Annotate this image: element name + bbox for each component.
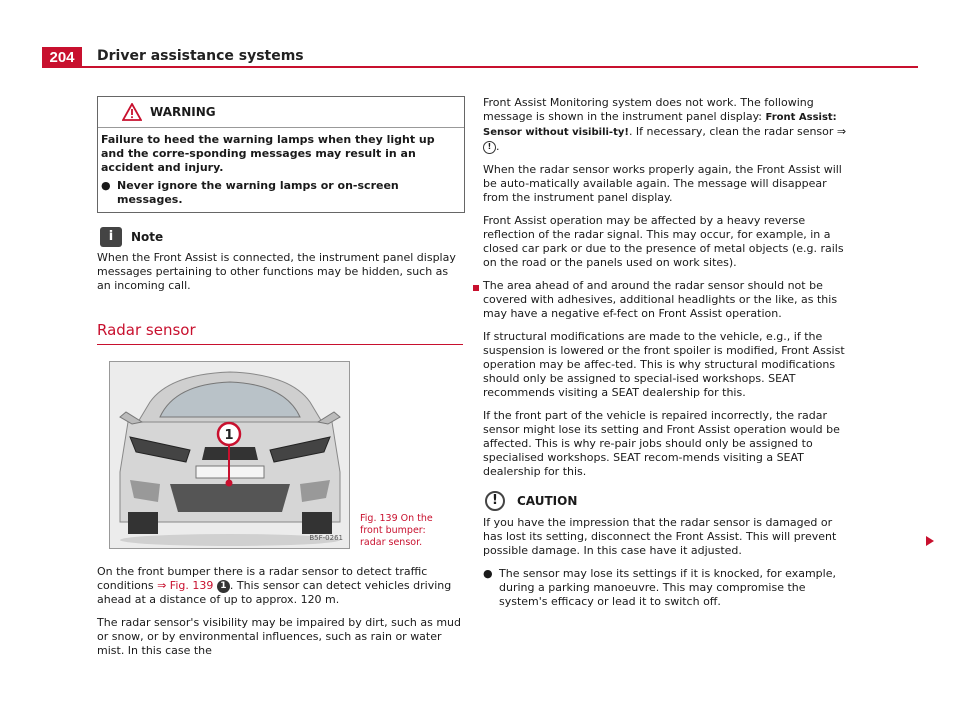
left-body (97, 565, 465, 658)
left-column (97, 96, 465, 667)
figure-callout-label: 1 (224, 428, 234, 443)
figure-row (109, 361, 465, 549)
header-rule (42, 66, 918, 68)
right-p1-text-b: . If necessary, clean the radar sensor ⇒ (628, 125, 847, 138)
section-title: Radar sensor (97, 321, 196, 339)
note-title: Note (131, 230, 164, 244)
warning-title: WARNING (150, 105, 216, 119)
callout-number-icon: 1 (217, 580, 230, 593)
right-p1-text-a: Front Assist Monitoring system does not work. The following message is shown in the instrument panel display: (483, 96, 814, 123)
bullet-icon: ● (101, 179, 111, 192)
right-paragraph-4: The area ahead of and around the radar sensor should not be covered with adhesives, additional headlights or the like, as this may have a negative ef-fect on Front Assist operation. (483, 279, 838, 320)
warning-body (98, 128, 464, 212)
car-front-illustration (110, 362, 349, 548)
right-column (483, 96, 848, 609)
warning-text: Failure to heed the warning lamps when they light up and the corre-sponding messages may result in an accident and injury. (101, 133, 435, 174)
left-paragraph-2: The radar sensor's visibility may be impaired by dirt, such as mud or snow, or by environmental influences, such as rain or water mist. In this case the (97, 616, 461, 657)
figure-car-front (109, 361, 350, 549)
caution-text: If you have the impression that the radar sensor is damaged or has lost its setting, disconnect the Front Assist. This will prevent possible damage. In this case have it adjusted. (483, 516, 837, 557)
warning-triangle-icon (122, 103, 142, 121)
caution-bullet (483, 567, 848, 609)
note-header (97, 227, 465, 247)
left-p1-text-a: On the front bumper there is a radar sensor to detect traffic conditions (97, 565, 428, 592)
note-body: When the Front Assist is connected, the instrument panel display messages pertaining to other functions may be hidden, such as an incoming call. (97, 251, 456, 292)
caution-reference-icon[interactable]: ! (483, 141, 496, 154)
section-rule (97, 344, 463, 345)
caution-body (483, 516, 848, 609)
note-text (97, 251, 465, 293)
caution-title: CAUTION (517, 494, 578, 508)
right-paragraph-5: If structural modifications are made to the vehicle, e.g., if the suspension is lowered or the front spoiler is modified, Front Assist operation may be affec-ted. This is why structural modifications should only be assigned to special-ised workshops. SEAT recommends visiting a SEAT dealership for this. (483, 330, 845, 399)
info-icon: i (100, 227, 122, 247)
caution-header (483, 491, 848, 511)
warning-box (97, 96, 465, 213)
continue-arrow-icon (925, 536, 935, 546)
warning-bullet-text: Never ignore the warning lamps or on-screen messages. (117, 179, 399, 206)
left-paragraph-1 (97, 565, 465, 607)
figure-code: B5F-0261 (309, 534, 343, 542)
caution-bullet-text: The sensor may lose its settings if it is knocked, for example, during a parking manoeuvre. This may compromise the system's efficacy or lead it to switch off. (499, 567, 836, 608)
chapter-title: Driver assistance systems (97, 48, 304, 64)
page-number: 204 (42, 47, 82, 67)
caution-icon: ! (485, 491, 505, 511)
section-end-icon (473, 285, 479, 291)
warning-header (98, 97, 464, 128)
right-paragraph-6: If the front part of the vehicle is repaired incorrectly, the radar sensor might lose its setting and Front Assist operation would be affected. This is why re-pair jobs should only be assigned to specialised workshops. SEAT recom-mends visiting a SEAT dealership for this. (483, 409, 840, 478)
right-paragraph-3: Front Assist operation may be affected by a heavy reverse reflection of the radar signal. This may occur, for example, in a closed car park or due to the presence of metal objects (e.g. rails on the road or the panels used on work sites). (483, 214, 844, 269)
right-p1-text-c: . (496, 140, 500, 153)
figure-caption: Fig. 139 On the front bumper: radar sensor. (360, 513, 433, 548)
right-paragraph-1 (483, 96, 848, 154)
left-p1-text-b: . This sensor can detect vehicles driving ahead at a distance of up to approx. 120 m. (97, 579, 452, 606)
warning-bullet (101, 179, 461, 207)
bullet-icon: ● (483, 567, 493, 580)
figure-reference-link[interactable]: ⇒ Fig. 139 (157, 579, 214, 592)
display-message: Front Assist: Sensor without visibili-ty! (483, 112, 837, 138)
right-paragraph-2: When the radar sensor works properly again, the Front Assist will be auto-matically available again. The message will disappear from the instrument panel display. (483, 163, 842, 204)
